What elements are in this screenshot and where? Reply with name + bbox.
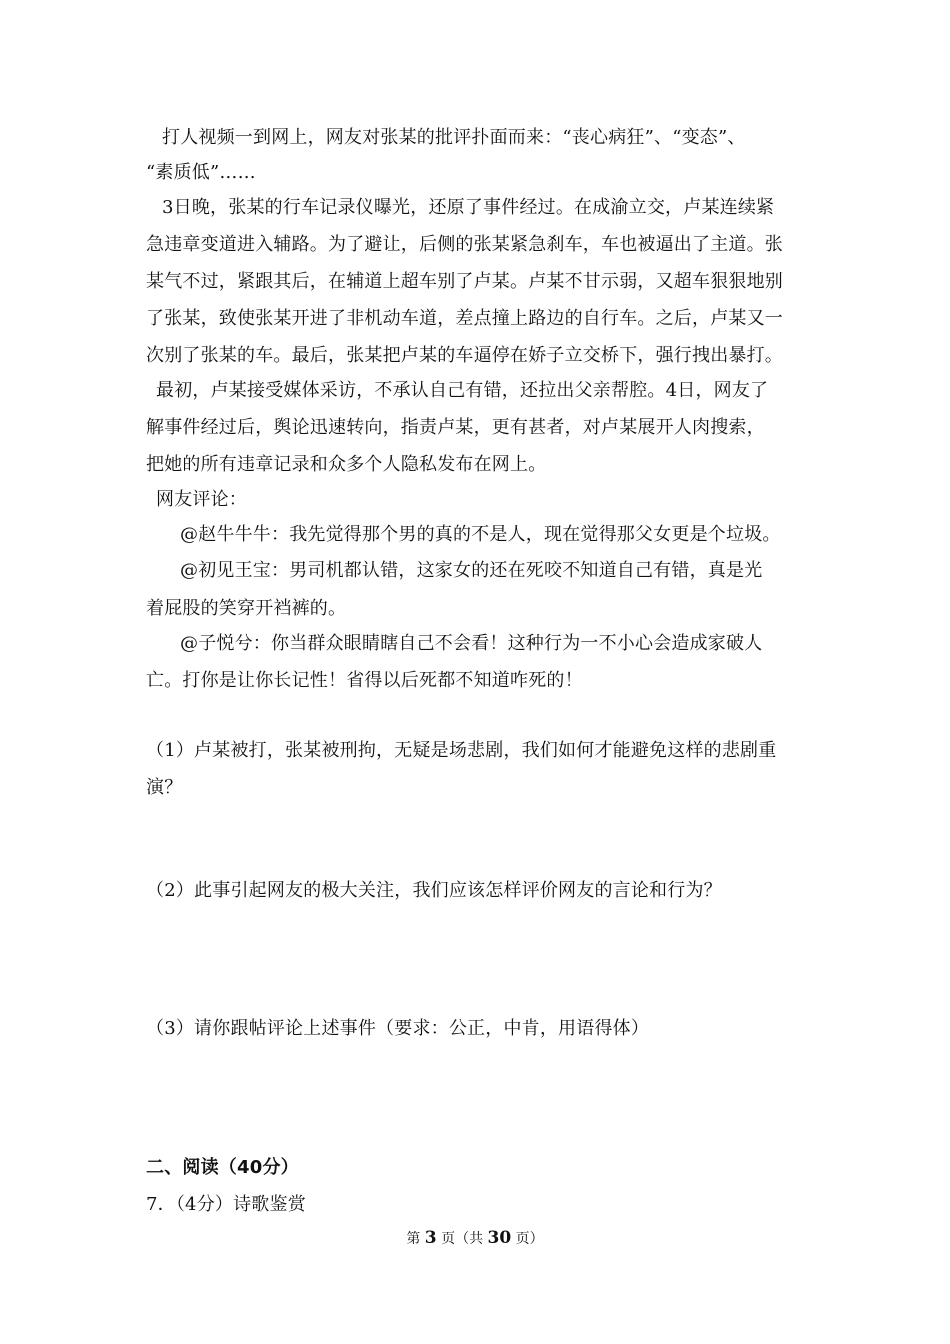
passage-line: 把她的所有违章记录和众多个人隐私发布在网上。	[146, 454, 547, 475]
section-item: 7．（4分）诗歌鉴赏	[146, 1194, 306, 1215]
passage-line: 急违章变道进入辅路。为了避让，后侧的张某紧急刹车，车也被逼出了主道。张	[146, 234, 783, 255]
passage-line: 打人视频一到网上，网友对张某的批评扑面而来：“丧心病狂”、“变态”、	[162, 127, 746, 148]
comment-line: 亡。打你是让你长记性！省得以后死都不知道咋死的！	[146, 670, 583, 691]
footer-page-number: 3	[424, 1228, 437, 1248]
question-1: （1）卢某被打，张某被刑拘，无疑是场悲剧，我们如何才能避免这样的悲剧重	[146, 740, 777, 761]
footer-total-pages: 30	[487, 1228, 512, 1248]
section-heading: 二、阅读（40分）	[146, 1157, 299, 1178]
passage-line: 3日晚，张某的行车记录仪曝光，还原了事件经过。在成渝立交，卢某连续紧	[162, 197, 775, 218]
footer-middle: 页（共	[441, 1231, 484, 1247]
question-1-cont: 演？	[146, 777, 183, 798]
comments-label: 网友评论：	[156, 489, 247, 510]
passage-line: “素质低”……	[146, 162, 256, 183]
passage-line: 某气不过，紧跟其后，在辅道上超车别了卢某。卢某不甘示弱，又超车狠狠地别	[146, 271, 783, 292]
comment-line: @子悦兮：你当群众眼睛瞎自己不会看！这种行为一不小心会造成家破人	[180, 633, 763, 654]
footer-prefix: 第	[406, 1231, 421, 1247]
comment-line: @赵牛牛牛：我先觉得那个男的真的不是人，现在觉得那父女更是个垃圾。	[180, 524, 781, 545]
passage-line: 了张某，致使张某开进了非机动车道，差点撞上路边的自行车。之后，卢某又一	[146, 308, 783, 329]
passage-line: 解事件经过后，舆论迅速转向，指责卢某，更有甚者，对卢某展开人肉搜索，	[146, 417, 765, 438]
passage-line: 最初，卢某接受媒体采访，不承认自己有错，还拉出父亲帮腔。4日，网友了	[156, 380, 769, 401]
passage-line: 次别了张某的车。最后，张某把卢某的车逼停在娇子立交桥下，强行拽出暴打。	[146, 345, 783, 366]
comment-line: 着屁股的笑穿开裆裤的。	[146, 598, 347, 619]
question-3: （3）请你跟帖评论上述事件（要求：公正，中肯，用语得体）	[146, 1018, 650, 1039]
comment-line: @初见王宝：男司机都认错，这家女的还在死咬不知道自己有错，真是光	[180, 560, 763, 581]
footer-suffix: 页）	[515, 1231, 544, 1247]
page-footer	[0, 1228, 950, 1249]
question-2: （2）此事引起网友的极大关注，我们应该怎样评价网友的言论和行为？	[146, 880, 722, 901]
